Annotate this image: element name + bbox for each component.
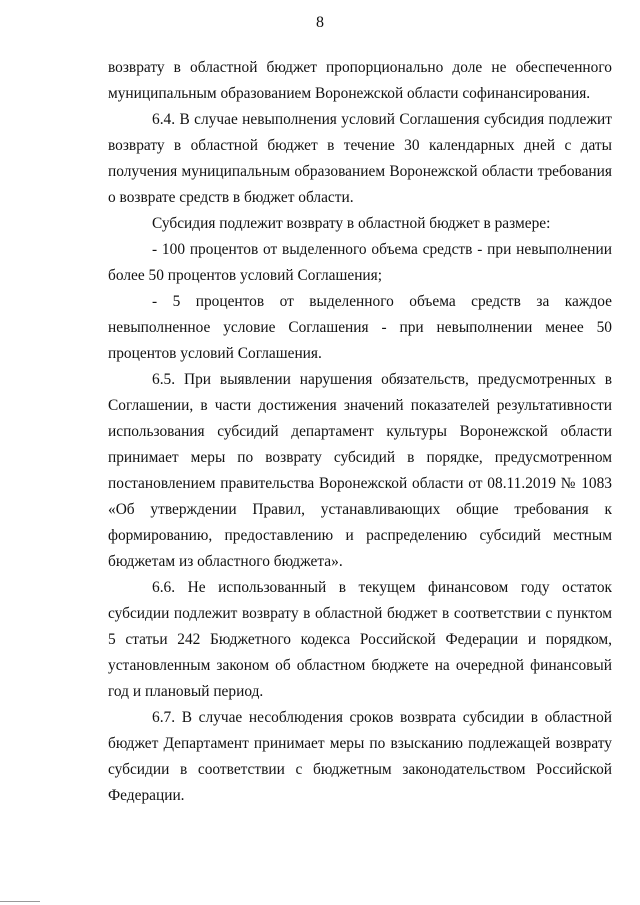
list-item-100-percent: - 100 процентов от выделенного объема средств - при невыполнении более 50 процентов условий Соглашения; <box>108 241 612 284</box>
document-body <box>108 55 612 809</box>
footer-rule <box>0 901 40 902</box>
paragraph-6-4: 6.4. В случае невыполнения условий Соглашения субсидия подлежит возврату в областной бюджет в течение 30 календарных дней с даты получения муниципальным образованием Воронежской области требования о возврате средств в бюджет области. <box>108 111 612 206</box>
paragraph-6-5: 6.5. При выявлении нарушения обязательств, предусмотренных в Соглашении, в части достижения значений показателей результативности использования субсидий департамент культуры Воронежской области принимает меры по возврату субсидий в порядке, предусмотренном постановлением правительства Воронежской области от 08.11.2019 № 1083 «Об утверждении Правил, устанавливающих общие требования к формированию, предоставлению и распределению субсидий местным бюджетам из областного бюджета». <box>108 371 612 570</box>
paragraph-6-3-continuation: возврату в областной бюджет пропорционально доле не обеспеченного муниципальным образованием Воронежской области софинансирования. <box>108 59 612 102</box>
paragraph-refund-amount: Субсидия подлежит возврату в областной бюджет в размере: <box>152 215 551 232</box>
paragraph-6-7: 6.7. В случае несоблюдения сроков возврата субсидии в областной бюджет Департамент принимает меры по взысканию подлежащей возврату субсидии в соответствии с бюджетным законодательством Российской Федерации. <box>108 709 612 804</box>
paragraph-6-6: 6.6. Не использованный в текущем финансовом году остаток субсидии подлежит возврату в областной бюджет в соответствии с пунктом 5 статьи 242 Бюджетного кодекса Российской Федерации и порядком, установленным законом об областном бюджете на очередной финансовый год и плановый период. <box>108 579 612 700</box>
page-number: 8 <box>316 14 324 31</box>
list-item-5-percent: - 5 процентов от выделенного объема средств за каждое невыполненное условие Соглашения - при невыполнении менее 50 процентов условий Соглашения. <box>108 293 612 362</box>
